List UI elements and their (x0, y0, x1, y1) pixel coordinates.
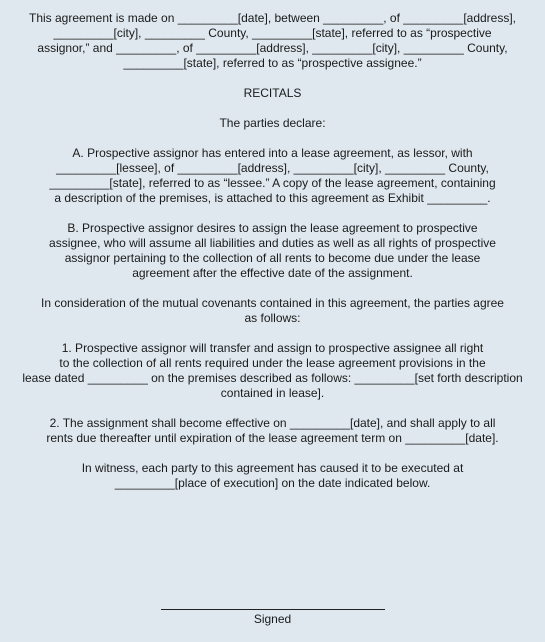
consideration-line: In consideration of the mutual covenants contained in this agreement, the parties agree (41, 296, 504, 310)
signature-line (161, 609, 385, 610)
signed-label: Signed (253, 612, 292, 626)
witness-line: _________[place of execution] on the date indicated below. (114, 476, 431, 490)
recital-b (0, 221, 545, 281)
recital-a-line: _________[lessee], of _________[address], _________[city], _________ County, (56, 161, 489, 175)
clause-1-line: lease dated _________ on the premises described as follows: _________[set forth description (22, 371, 523, 385)
recital-b-line: B. Prospective assignor desires to assign the lease agreement to prospective (67, 221, 478, 235)
recitals-heading: RECITALS (243, 86, 302, 100)
intro-line: _________[city], _________ County, _________[state], referred to as “prospective (53, 26, 492, 40)
consideration-paragraph (0, 296, 545, 326)
recital-b-line: agreement after the effective date of the assignment. (132, 266, 413, 280)
parties-declare: The parties declare: (219, 116, 326, 130)
clause-1-line: to the collection of all rents required under the lease agreement provisions in the (59, 356, 486, 370)
recital-a-line: A. Prospective assignor has entered into a lease agreement, as lessor, with (72, 146, 473, 160)
intro-line: This agreement is made on _________[date], between _________, of _________[address], (28, 11, 517, 25)
witness-paragraph (0, 461, 545, 491)
intro-line: assignor,” and _________, of _________[address], _________[city], _________ County, (37, 41, 508, 55)
clause-1-line: contained in lease]. (220, 386, 325, 400)
clause-2-line: rents due thereafter until expiration of the lease agreement term on _________[date]. (46, 431, 499, 445)
clause-1-line: 1. Prospective assignor will transfer and assign to prospective assignee all right (61, 341, 484, 355)
intro-line: _________[state], referred to as “prospective assignee.” (123, 56, 422, 70)
witness-line: In witness, each party to this agreement has caused it to be executed at (81, 461, 464, 475)
recital-a-line: a description of the premises, is attached to this agreement as Exhibit _________. (54, 191, 491, 205)
recital-a (0, 146, 545, 206)
clause-2 (0, 416, 545, 446)
recital-b-line: assignor pertaining to the collection of all rents to become due under the lease (64, 251, 481, 265)
signature-block (0, 609, 545, 627)
recital-a-line: _________[state], referred to as “lessee.” A copy of the lease agreement, containing (49, 176, 496, 190)
clause-1 (0, 341, 545, 401)
intro-paragraph (0, 11, 545, 71)
clause-2-line: 2. The assignment shall become effective on _________[date], and shall apply to all (49, 416, 496, 430)
consideration-line: as follows: (244, 311, 301, 325)
recital-b-line: assignee, who will assume all liabilities and duties as well as all rights of prospective (49, 236, 496, 250)
